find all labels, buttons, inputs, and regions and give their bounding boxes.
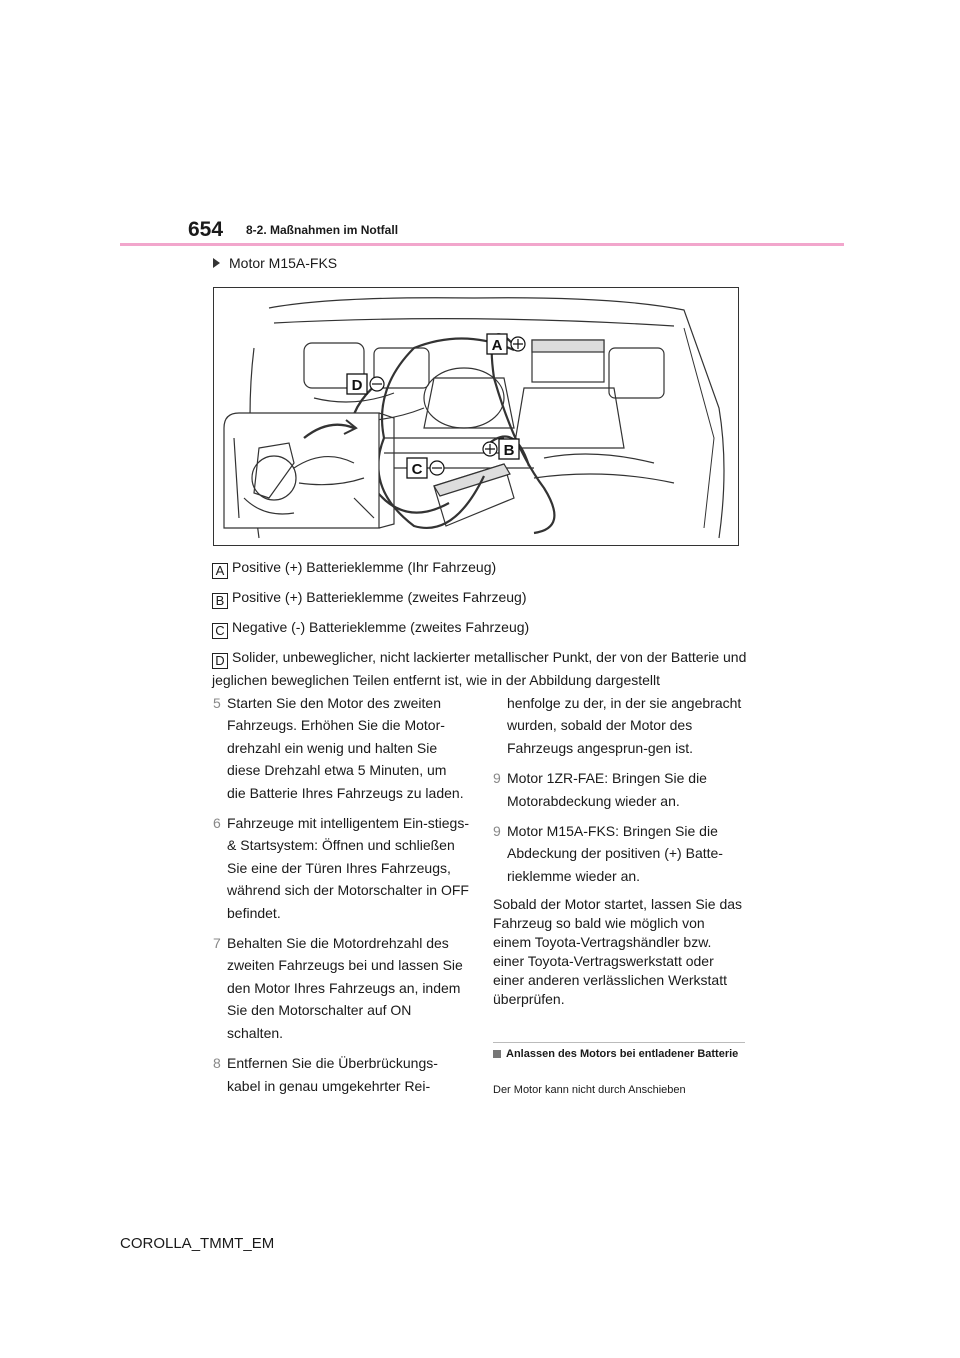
- triangle-bullet-icon: [213, 258, 220, 268]
- legend-text: Positive (+) Batterieklemme (Ihr Fahrzeug): [232, 559, 497, 575]
- step-6: [213, 812, 469, 924]
- square-bullet-icon: [493, 1050, 501, 1058]
- right-column: [493, 692, 745, 1017]
- step-number: 9: [493, 770, 501, 787]
- step-text: Entfernen Sie die Überbrückungs-kabel in genau umgekehrter Rei-: [227, 1055, 438, 1094]
- step-number: 7: [213, 935, 221, 952]
- figure-label-b: B: [503, 442, 515, 459]
- header-rule: [120, 243, 844, 246]
- motor-heading: [213, 255, 337, 271]
- legend-item-d: [212, 646, 752, 691]
- note-title: Anlassen des Motors bei entladener Batterie: [506, 1048, 739, 1060]
- legend-key: C: [212, 623, 228, 639]
- motor-heading-text: Motor M15A-FKS: [229, 255, 338, 271]
- footer-code: COROLLA_TMMT_EM: [120, 1235, 275, 1252]
- left-column: [213, 692, 469, 1105]
- step-text: Behalten Sie die Motordrehzahl des zweiten Fahrzeugs bei und lassen Sie den Motor Ihres Fahrzeugs an, indem Sie den Motorschalter auf ON schalten.: [227, 935, 463, 1041]
- figure-label-d: D: [351, 377, 363, 394]
- step-9-m15a: [493, 820, 745, 887]
- legend-text: Positive (+) Batterieklemme (zweites Fahrzeug): [232, 589, 527, 605]
- step-8-continuation: [493, 692, 745, 759]
- step-text: henfolge zu der, in der sie angebracht wurden, sobald der Motor des Fahrzeugs angesprun-gen ist.: [507, 695, 742, 756]
- note-body: Der Motor kann nicht durch Anschieben: [493, 1084, 686, 1096]
- step-number: 6: [213, 815, 221, 832]
- section-title: 8-2. Maßnahmen im Notfall: [246, 223, 399, 237]
- legend-text: Solider, unbeweglicher, nicht lackierter metallischer Punkt, der von der Batterie und jeglichen beweglichen Teilen entfernt ist, wie in der Abbildung dargestellt: [212, 649, 747, 688]
- figure-label-c: C: [411, 461, 423, 478]
- figure-label-a: A: [491, 337, 503, 354]
- note-heading: [493, 1048, 745, 1061]
- engine-illustration: [213, 287, 739, 546]
- step-text: Starten Sie den Motor des zweiten Fahrzeugs. Erhöhen Sie die Motor-drehzahl ein wenig und halten Sie diese Drehzahl etwa 5 Minuten, um die Batterie Ihres Fahrzeugs zu laden.: [227, 695, 464, 801]
- legend-key: A: [212, 563, 228, 579]
- after-start-paragraph: Sobald der Motor startet, lassen Sie das Fahrzeug so bald wie möglich von einem Toyota-Vertragshändler bzw. einer Toyota-Vertragswerkstatt oder einer anderen verlässlichen Werkstatt überprüfen.: [493, 896, 743, 1008]
- note-separator: [493, 1042, 745, 1043]
- legend-key: D: [212, 653, 228, 669]
- step-number: 5: [213, 695, 221, 711]
- step-number: 8: [213, 1055, 221, 1072]
- step-8: [213, 1052, 469, 1097]
- legend-key: B: [212, 593, 228, 609]
- legend-text: Negative (-) Batterieklemme (zweites Fahrzeug): [232, 619, 530, 635]
- step-5: [213, 692, 469, 804]
- step-number: 9: [493, 823, 501, 840]
- legend-item-b: [212, 586, 752, 609]
- step-text: Motor 1ZR-FAE: Bringen Sie die Motorabdeckung wieder an.: [507, 770, 707, 809]
- legend-item-a: [212, 556, 752, 579]
- step-9-1zr: [493, 767, 745, 812]
- step-text: Motor M15A-FKS: Bringen Sie die Abdeckung der positiven (+) Batte-rieklemme wieder an.: [507, 823, 723, 884]
- legend-item-c: [212, 616, 752, 639]
- step-text: Fahrzeuge mit intelligentem Ein-stiegs- & Startsystem: Öffnen und schließen Sie eine der Türen Ihres Fahrzeugs, während sich der Motorschalter in OFF befindet.: [227, 815, 469, 921]
- step-7: [213, 932, 469, 1044]
- page-number: 654: [188, 218, 224, 241]
